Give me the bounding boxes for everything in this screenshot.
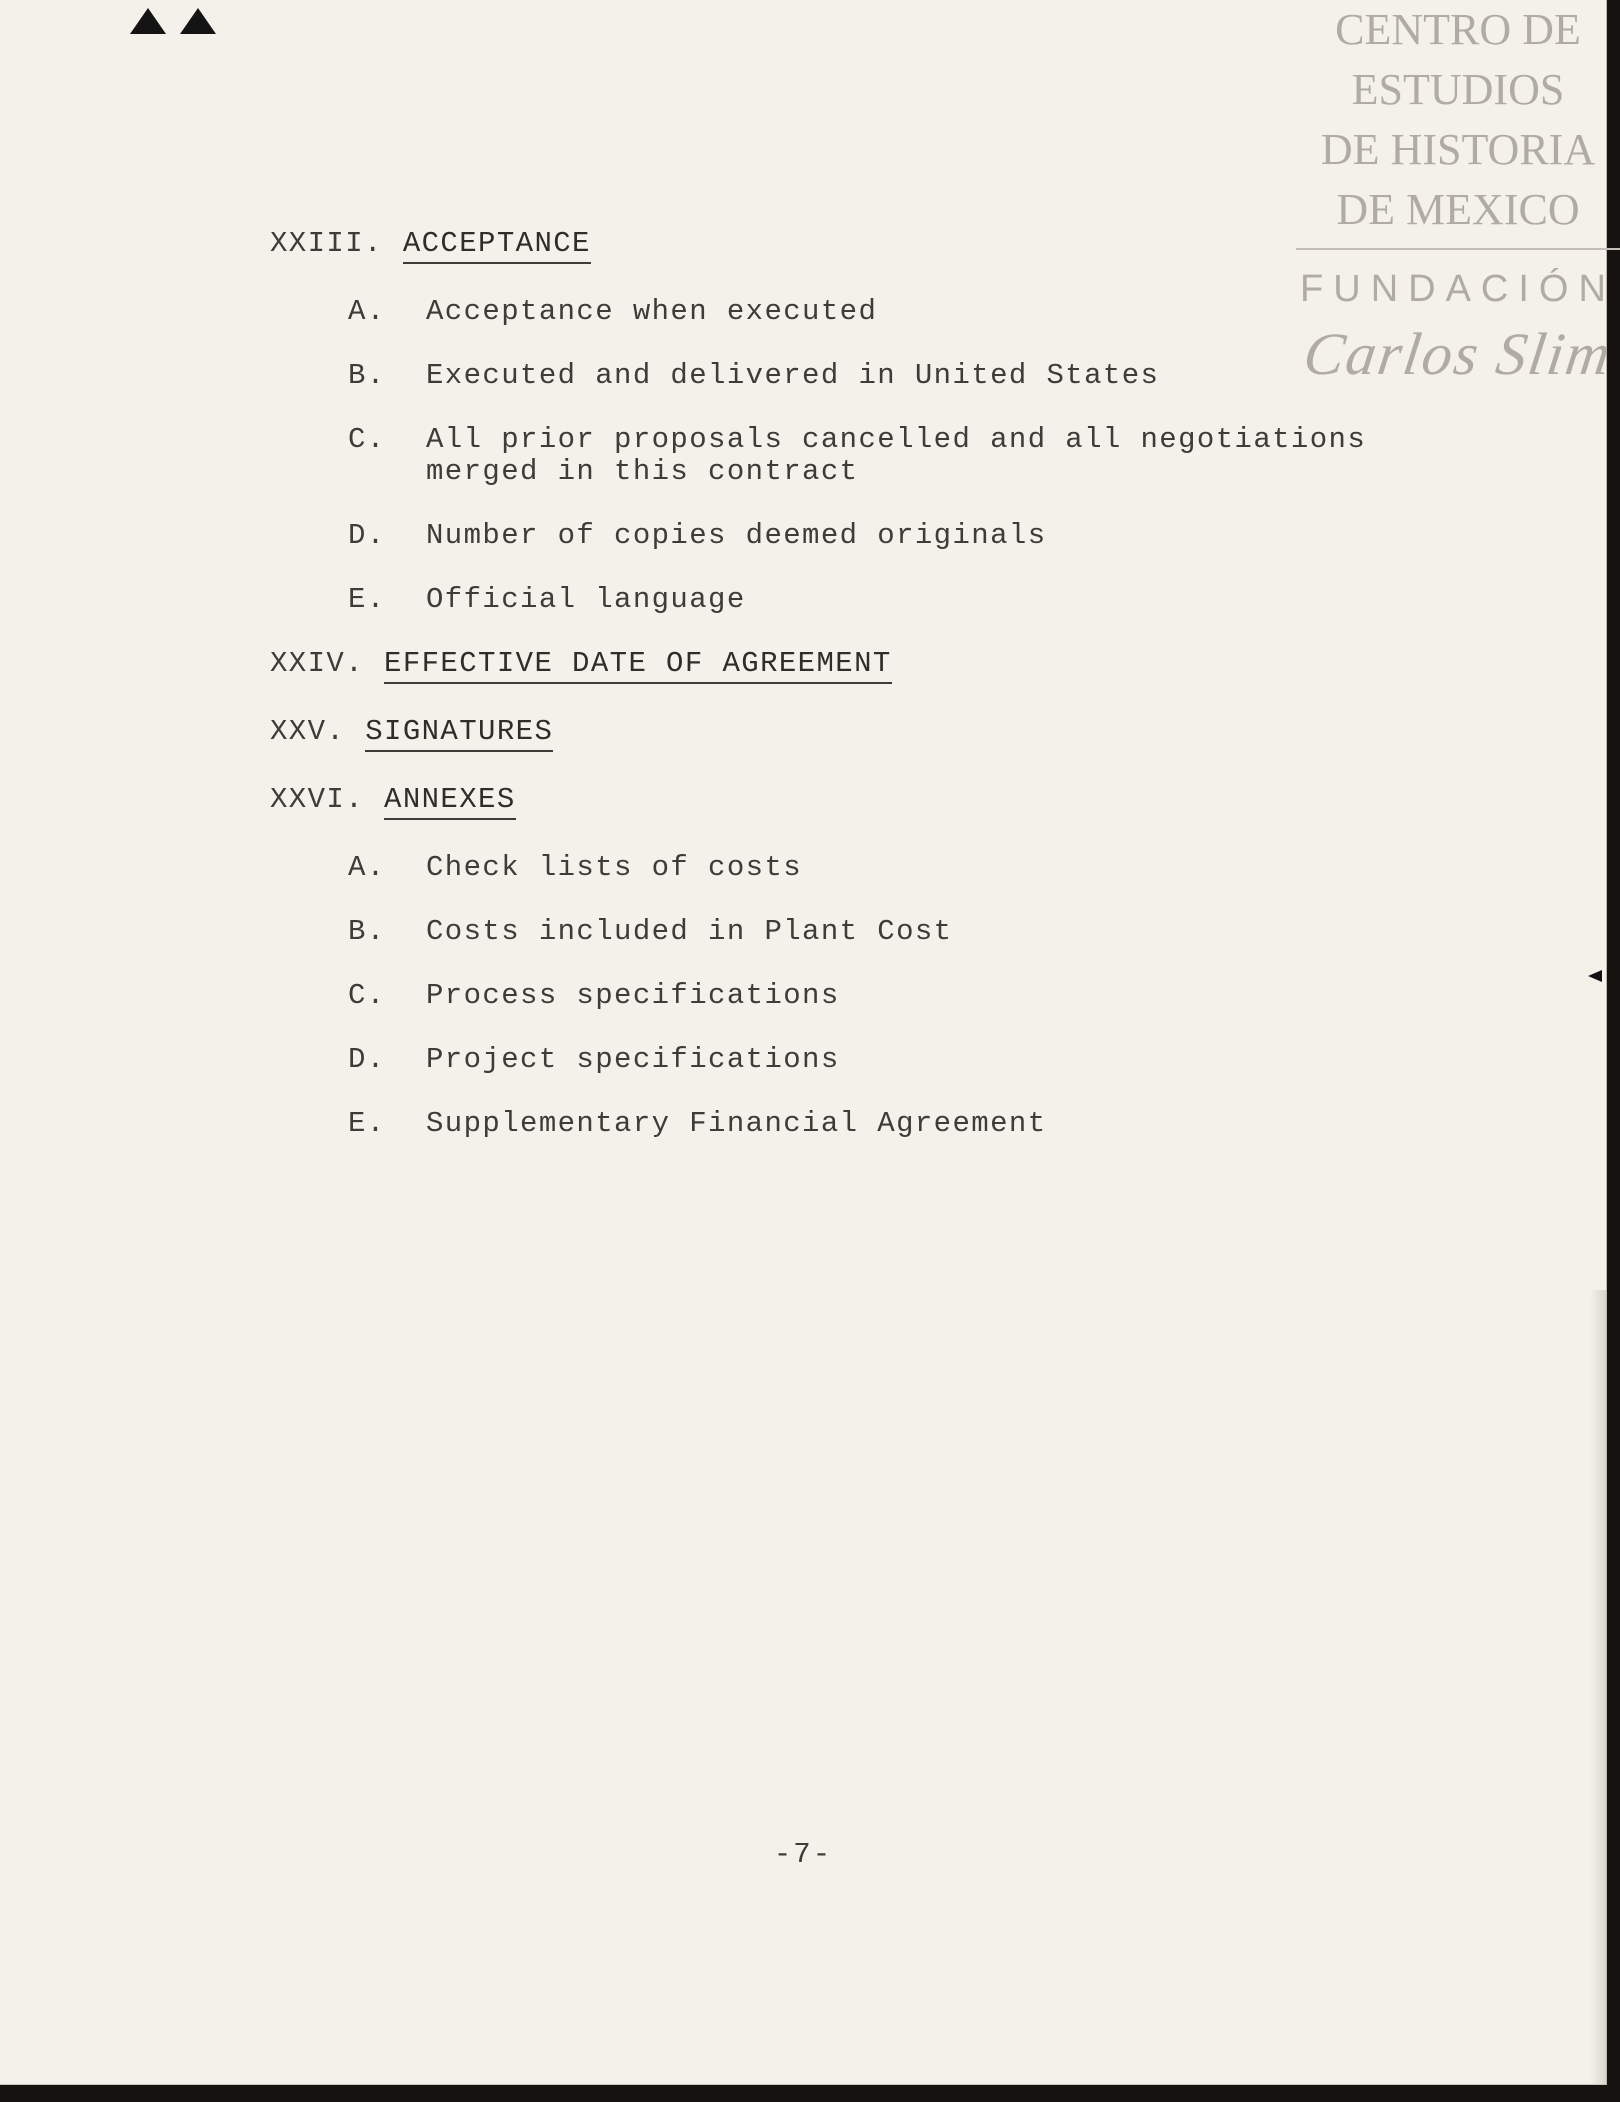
item-text: Check lists of costs (426, 851, 803, 884)
outline-item (270, 296, 1470, 328)
section-heading: ACCEPTANCE (403, 228, 591, 264)
item-text: Executed and delivered in United States (426, 359, 1160, 392)
edge-tick-mark (1588, 970, 1602, 982)
outline-item (270, 520, 1470, 552)
section-heading-row (270, 648, 1470, 684)
section-heading: ANNEXES (384, 784, 516, 820)
watermark-foundation: FUNDACIÓN (1300, 268, 1616, 310)
watermark-signature: Carlos Slim (1299, 321, 1617, 387)
page-edge-shadow (1590, 1290, 1606, 2084)
item-letter: E. (348, 1107, 386, 1140)
item-letter: D. (348, 519, 386, 552)
item-text: Official language (426, 583, 746, 616)
item-letter: E. (348, 583, 386, 616)
item-text: Acceptance when executed (426, 295, 878, 328)
outline-item (270, 916, 1470, 948)
staple-mark (130, 8, 166, 34)
watermark-line: CENTRO DE (1335, 5, 1581, 54)
contract-outline (270, 228, 1470, 1172)
page-number: -7- (773, 1838, 833, 1871)
outline-item (270, 360, 1470, 392)
item-letter: A. (348, 851, 386, 884)
item-letter: C. (348, 979, 386, 1012)
item-text: Number of copies deemed originals (426, 519, 1047, 552)
item-text: Project specifications (426, 1043, 840, 1076)
outline-item (270, 424, 1470, 488)
item-text: Supplementary Financial Agreement (426, 1107, 1047, 1140)
section-heading: SIGNATURES (365, 716, 553, 752)
item-text: All prior proposals cancelled and all negotiations merged in this contract (426, 423, 1367, 488)
section-heading-row (270, 228, 1470, 264)
section-number: XXV. (270, 715, 346, 748)
watermark-line: DE MEXICO (1336, 185, 1580, 234)
watermark-line: ESTUDIOS (1351, 65, 1565, 114)
item-letter: C. (348, 423, 386, 456)
section-number: XXIII. (270, 227, 383, 260)
section-heading: EFFECTIVE DATE OF AGREEMENT (384, 648, 892, 684)
outline-item (270, 980, 1470, 1012)
item-letter: A. (348, 295, 386, 328)
item-letter: B. (348, 915, 386, 948)
watermark-line: DE HISTORIA (1320, 125, 1596, 174)
outline-item (270, 1044, 1470, 1076)
section-heading-row (270, 716, 1470, 752)
outline-item (270, 584, 1470, 616)
staple-mark (180, 8, 216, 34)
item-text: Costs included in Plant Cost (426, 915, 953, 948)
section-number: XXVI. (270, 783, 365, 816)
section-heading-row (270, 784, 1470, 820)
item-letter: D. (348, 1043, 386, 1076)
outline-item (270, 1108, 1470, 1140)
item-text: Process specifications (426, 979, 840, 1012)
item-letter: B. (348, 359, 386, 392)
section-number: XXIV. (270, 647, 365, 680)
outline-item (270, 852, 1470, 884)
